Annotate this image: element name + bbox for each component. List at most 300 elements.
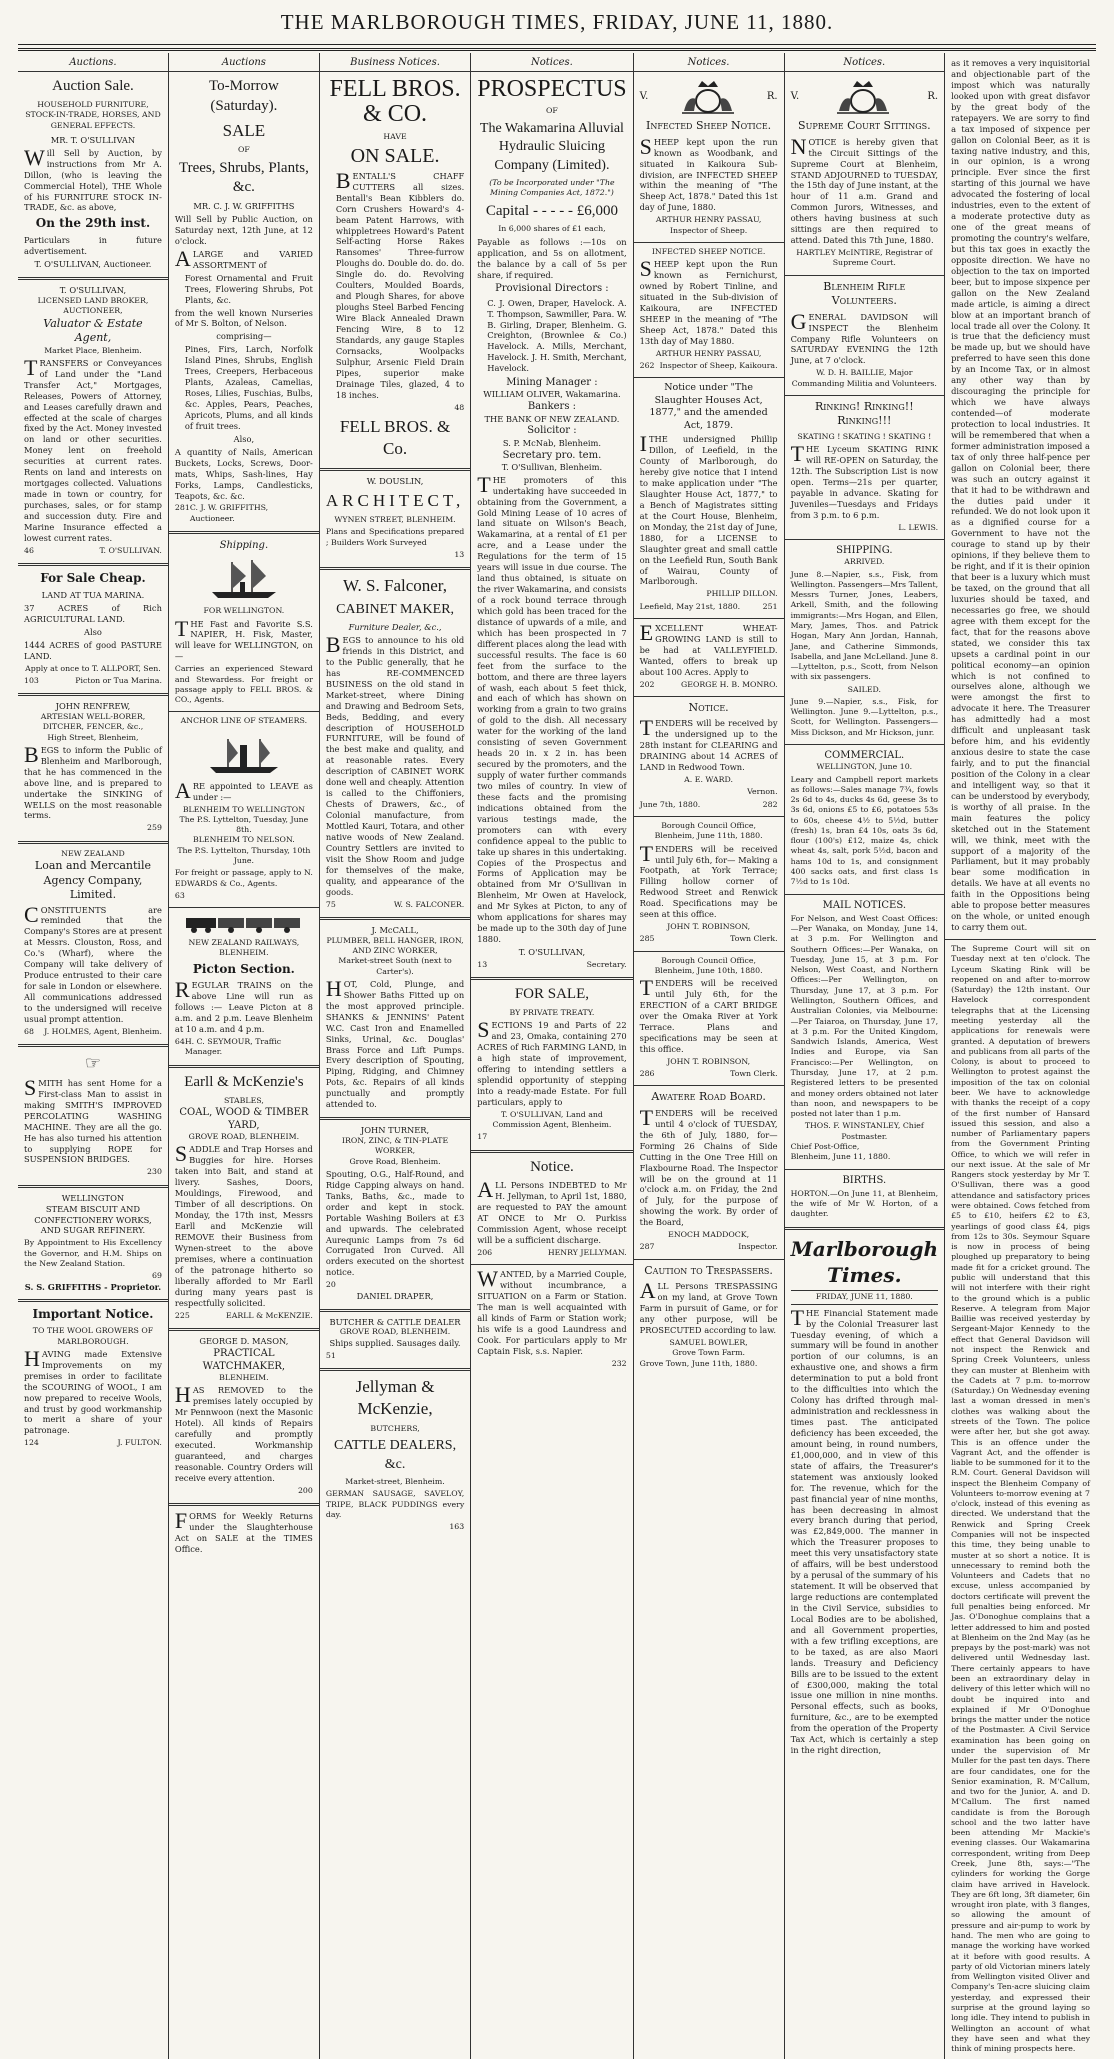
ad-body: GENERAL DAVIDSON will INSPECT the Blenheim Company Rifle Volunteers on SATURDAY EVENING the 12th June, at 7 o'clock. [790, 308, 939, 366]
divider [320, 567, 470, 570]
ad-signature: W. D. H. BAILLIE, Major Commanding Militia and Volunteers. [791, 368, 937, 388]
ad-title: The Wakamarina Alluvial Hydraulic Sluicing Company (Limited). [479, 120, 624, 173]
ad-body: Also [84, 626, 102, 637]
ad-title: W. S. Falconer, [343, 576, 448, 596]
divider [785, 395, 945, 396]
ad-subtitle: (To be Incorporated under "The Mining Companies Act, 1872.") [489, 178, 615, 198]
divider [18, 1044, 168, 1047]
ad-signature: J. FULTON. [117, 1438, 162, 1448]
ad-footer [640, 680, 778, 690]
ad-number: 20 [325, 1280, 336, 1290]
ad-title: Blenheim Rifle Volunteers. [823, 279, 906, 308]
ad-body: Will Sell by Auction, by instructions from Mr A. Dillon, (who is leaving the Commercial Hotel), THE Whole of his FURNITURE STOCK IN-TRADE, &c. as above, [24, 144, 162, 213]
section-subheader: SAILED. [847, 684, 881, 694]
ad-signature: ARTHUR HENRY PASSAU, Inspector of Sheep. [655, 215, 762, 235]
ad-title: Rinking! Rinking!! Rinking!!! [814, 399, 914, 428]
divider [634, 696, 784, 697]
ad-number: 286 [639, 1069, 655, 1079]
divider [634, 816, 784, 817]
section-header: Secretary pro. tem. [502, 449, 602, 461]
ad-title: JOHN RENFREW, [55, 701, 131, 712]
ad-subtitle: OF [546, 106, 558, 116]
section-header: Shipping. [219, 540, 269, 552]
ad-body: SADDLE and Trap Horses and Buggies for hire. Horses taken into Bait, and stand at livery. Sashes, Doors, Mouldings, Firewood, and Timber of all descriptions. On Monday, the 17th inst, Messrs Earll and McKenzie will REMOVE their Business from Wynen-street to the above premises, where a continuation of the patronage hitherto so liberally afforded to Mr Earll during many years past is respectfully solicited. [174, 1141, 313, 1308]
paper-nameplate: Marlborough Times. [790, 1236, 939, 1287]
ad-body: A quantity of Nails, American Buckets, Locks, Screws, Door-mats, Whips, Sash-lines, Hay Forks, Lamps, Candlesticks, Teapots, &c. &c. [174, 446, 313, 501]
ad-body: Spouting, O.G., Half-Round, and Ridge Capping always on hand. Tanks, Baths, &c., made to order and kept in stock. Portable Washing Boilers at £3 and upwards. The celebrated Aurequnic Lamps from 7s 6d Corrugated Iron Curved. All orders executed on the shortest notice. [325, 1168, 465, 1278]
divider [634, 1259, 784, 1260]
crest-r: R. [927, 90, 939, 102]
ad-footer [326, 900, 464, 910]
ad-signature: L. LEWIS. [898, 522, 939, 532]
ad-number: 281 [174, 503, 190, 513]
ad-subtitle: Borough Council Office, [661, 821, 756, 830]
ad-number: 48 [454, 402, 465, 412]
ad-subtitle: W. DOUSLIN, [366, 475, 424, 486]
ad-title: JOHN TURNER, [360, 1125, 430, 1136]
ad-title: Notice under "The Slaughter Houses Act, 1877," and the amended Act, 1879. [649, 382, 768, 431]
ad-signature: J. HOLMES, Agent, Blenheim. [44, 1026, 162, 1036]
ad-subtitle: PLUMBER, BELL HANGER, IRON, AND ZINC WORKER, [326, 935, 464, 956]
ad-body: By Appointment to His Excellency the Governor, and H.M. Ships on the New Zealand Station. [24, 1238, 162, 1268]
ad-title: Awatere Road Board. [651, 1090, 766, 1104]
divider [785, 744, 945, 745]
ad-subtitle: SKATING ! SKATING ! SKATING ! [797, 431, 932, 441]
ship-icon [204, 556, 284, 602]
divider [320, 917, 470, 920]
divider [169, 1503, 319, 1506]
ad-body: TRANSFERS or Conveyances of Land under the "Land Transfer Act," Mortgages, Releases, Powers of Attorney, and Leases carefully drawn and effected at the scale of charges fixed by the Act. Money invested on land or other securities. Money lent on freehold securities at current rates. Rents on land and interests on mortgages collected. Valuations made in town or country, for purchases, sales, or for stamp and succession duty. Fire and Marine Insurance effected a lowest current rates. [24, 354, 162, 543]
ad-address: GROVE ROAD, BLENHEIM. [339, 1327, 451, 1337]
masthead [18, 0, 1096, 45]
news-body: June 9.—Napier, s.s., Fisk, for Wellington. June 9.—Lyttelton, p.s., Scott, for Wellington. Passengers—Miss Dickson, and Mr Hickson, junr. [790, 696, 939, 737]
route: BLENHEIM TO NELSON. [193, 835, 295, 845]
ad-footer [640, 1069, 778, 1079]
ad-footer [640, 934, 778, 944]
ad-date: June 7th, 1880. [639, 799, 701, 809]
divider [471, 1150, 632, 1153]
ad-footer [24, 1027, 162, 1037]
divider [785, 1169, 945, 1170]
divider [634, 618, 784, 619]
ad-title: FELL BROS. & CO. [329, 76, 461, 128]
ad-address: GROVE ROAD, BLENHEIM. [188, 1132, 300, 1142]
ad-body: Particulars in future advertisement. [24, 235, 162, 257]
ad-signature: GEORGE H. B. MONRO. [681, 679, 778, 689]
ad-body: THE BANK OF NEW ZEALAND. [484, 413, 620, 424]
masthead-rule [18, 45, 1096, 51]
ad-address: Market-street South (next to Carter's). [338, 956, 452, 976]
ad-subtitle: NEW ZEALAND RAILWAYS, [188, 938, 300, 948]
column-7 [945, 53, 1096, 2059]
ad-footer [640, 1242, 778, 1252]
ad-body: HOT, Cold, Plunge, and Shower Baths Fitted up on the most approved principle. SHANKS & JENNINS' Patent W.C. Cast Iron and Enamelled Sinks, Urinal, &c. Douglas' Brass Force and Lift Pumps. Every description of Spouting, Piping, Ridging, and Chimney Pots, &c. Repairs of all kinds punctually and promptly attended to. [325, 975, 465, 1110]
ad-signature: A. E. WARD. [684, 775, 733, 785]
ad-footer [175, 1486, 313, 1496]
ad-signature: FELL BROS. & Co. [339, 416, 451, 459]
ad-footer [326, 1351, 464, 1361]
ad-subtitle: HAVE [383, 131, 407, 141]
ad-body: ALL Persons TRESPASSING on my land, at Grove Town Farm in pursuit of Game, or for any other purpose, will be PROSECUTED according to law. [639, 1278, 778, 1336]
section-header: BIRTHS. [842, 1174, 887, 1186]
section-header: Solicitor : [527, 425, 577, 437]
ad-signature: Town Clerk. [730, 1069, 778, 1079]
ad-title: STEAM BISCUIT AND CONFECTIONERY WORKS, AND SUGAR REFINERY. [34, 1203, 152, 1236]
ad-address: BLENHEIM. [219, 1373, 269, 1383]
masthead-title: THE MARLBOROUGH TIMES, FRIDAY, JUNE 11, 1880. [280, 9, 834, 34]
ad-footer [640, 800, 778, 810]
ad-body: Carries an experienced Steward and Stewardess. For freight or passage apply to FELL BROS. & CO., Agents. [174, 664, 313, 705]
ad-signature: THOS. F. WINSTANLEY, Chief Postmaster. [804, 1121, 924, 1141]
section-subheader: ARRIVED. [844, 557, 885, 567]
column-header: Notices. [634, 56, 784, 72]
crest-v: V. [639, 90, 649, 102]
divider [320, 468, 470, 471]
ad-footer [326, 1280, 464, 1290]
column-header: Notices. [471, 56, 632, 72]
ad-footer [24, 823, 162, 833]
ad-signature: T. O'SULLIVAN. [99, 545, 162, 555]
editorial-body: as it removes a very inquisitorial and objectionable part of the impost which was naturally looked upon with great disfavor by the great body of the ratepayers. We are sorry to find a tax imposed of sixpence per gallon on Colonial Beer, as it is taxing native industry, and this, in our opinion, is a wrong principle. Ever since the first starting of this journal we have advocated the fostering of local industries, even to the extent of a moderate protective duty as one of the great means of promoting the country's welfare, but this tax goes in exactly the opposite direction. We have no objection to the tax on imported beer, but to impose sixpence per gallon on the New Zealand made article, is aiming a direct blow at an important branch of local trade all over the Colony. It is true that the deficiency must be made up, but we should have preferred to have seen this done by an Income Tax, or in almost any other way than by discouraging the principle for which we have always contended—of moderate protection to local industries. It will be remembered that when a former administration imposed a tax of only three half-pence per gallon on Colonial beer, there was such an outcry against it that it had to be withdrawn and the duties paid under it refunded. We do not look upon it as a dignified course for a Government to have not the courage to stand up by their opinions, if they believe them to be right, and if it is their opinion that beer is a luxury which must be taxed, on the ground that all luxuries should be taxed, and necessaries go free, we should agree with them except for the fact, that for the reasons above stated, we consider this tax upsets a cardinal point in our political economy—an opinion which is not confined to ourselves alone, although we were amongst the first to advocate it here. The Treasurer has admittedly had a most difficult and unpleasant task before him, and his evidently anxious desire to state the case fairly, and to put the financial position of the Colony in a clear and intelligent way, so that it can be understood by everybody, is worthy of all praise. In the main features the policy sketched out in the Statement will, we think, meet with the support of a majority of the Parliament, but it may probably bear some modification in details. We have at all events no faith in the Oppositions being able to propose better measures on the whole, or united enough to carry them out. [951, 58, 1090, 933]
ad-footer [477, 960, 626, 970]
divider [471, 1264, 632, 1265]
ad-address: Grove Road, Blenheim. [349, 1156, 441, 1166]
column-header: Auctions. [18, 56, 168, 72]
ad-signature: DANIEL DRAPER, [356, 1290, 434, 1301]
ad-footer [326, 550, 464, 560]
ad-subtitle: FOR WELLINGTON. [203, 606, 285, 616]
ad-signature: T. O'SULLIVAN, Auctioneer. [34, 259, 152, 270]
ad-body: WANTED, by a Married Couple, without incumbrance, a SITUATION on a Farm or Station. The man is well acquainted with all kinds of Farm or Station work; his wife is a good Laundress and Cook. For particulars apply to Mr Captain Fisk, s.s. Napier. [477, 1266, 627, 1356]
ad-number: 259 [147, 823, 162, 833]
ad-title: CATTLE DEALERS, &c. [333, 1438, 457, 1472]
ad-subtitle: WELLINGTON [61, 1192, 125, 1203]
ad-number: 285 [639, 934, 655, 944]
column-2 [169, 53, 320, 2059]
ad-number: 225 [174, 1310, 190, 1320]
ad-title: GEORGE D. MASON, [199, 1335, 289, 1346]
ad-footer [640, 787, 778, 797]
ad-title: Important Notice. [32, 1307, 154, 1322]
ad-number: 68 [24, 1026, 34, 1036]
divider [785, 275, 945, 276]
ad-body: 1444 ACRES of good PASTURE LAND. [24, 639, 162, 661]
column-header: Notices. [785, 56, 945, 72]
ad-date: On the 29th inst. [35, 216, 151, 231]
ad-number: 202 [639, 679, 655, 689]
column-6 [785, 53, 946, 2059]
ad-title: Picton Section. [192, 961, 295, 976]
ad-title: ON SALE. [350, 144, 440, 167]
divider [785, 894, 945, 895]
ad-title: ARCHITECT, [325, 490, 465, 510]
ad-subtitle: BUTCHERS, [370, 1423, 420, 1433]
ad-subtitle: MR. C. J. W. GRIFFITHS [193, 201, 295, 212]
ad-number: 163 [449, 1522, 465, 1532]
section-header: SHIPPING. [836, 545, 893, 557]
ad-subtitle: TO THE WOOL GROWERS OF MARLBOROUGH. [32, 1326, 154, 1346]
ad-body: THE Fast and Favorite S.S. NAPIER, H. Fisk, Master, will leave for WELLINGTON, on— [174, 615, 313, 662]
ad-address: WYNEN STREET, BLENHEIM. [334, 515, 456, 525]
ad-subtitle: ARTESIAN WELL-BORER, DITCHER, FENCER, &c., [40, 712, 146, 732]
ad-subtitle: Furniture Dealer, &c., [348, 622, 442, 633]
editorial-date: FRIDAY, JUNE 11, 1880. [791, 1290, 939, 1304]
ad-signature: C. J. W. GRIFFITHS, Auctioneer. [189, 503, 269, 523]
ad-title: PROSPECTUS [477, 76, 627, 103]
ad-number: 46 [24, 545, 34, 555]
ad-body: SHEEP kept upon the Run known as Fernichurst, owned by Robert Tinline, and situated in the Sub-division of Kaikoura, are INFECTED SHEEP in the meaning of "The Sheep Act, 1878." Dated this 13th day of May 1880. [639, 256, 778, 346]
ad-footer [24, 1438, 162, 1448]
ad-signature: Picton or Tua Marina. [75, 675, 162, 685]
ad-number: 17 [477, 1132, 488, 1142]
news-body: June 8.—Napier, s.s., Fisk, from Wellington. Passengers—Mrs Tallent, Messrs Turner, Jones, Leabers, Arkell, Smith, and the following immigrants:—Mrs Hogan, and Ellen, Mary, James, Thos. and Patrick Hogan, Mary Ann Jordan, Hannah, Jane, and Catherine Simmonds, Isabella, and Jane McLelland. June 8.—Lyttelton, p.s., Scott, from Nelson with six passengers. [790, 569, 939, 682]
ad-address: High Street, Blenheim, [47, 732, 139, 742]
divider [18, 277, 168, 280]
ad-body: NOTICE is hereby given that the Circuit Sittings of the Supreme Court at Blenheim, STAND ADJOURNED to TUESDAY, the 15th day of June instant, at the hour of 11 a.m. Grand and Common Jurors, Witnesses, and others having business at such sittings are then required to attend. Dated this 7th June, 1880. [790, 133, 939, 246]
ad-date: Blenheim, June 11, 1880. [790, 1152, 891, 1162]
ad-signature: HENRY JELLYMAN. [547, 1248, 627, 1258]
hand-icon: ☞ [84, 1053, 102, 1075]
ad-title: Supreme Court Sittings. [798, 119, 931, 133]
editorial-body: THE Financial Statement made by the Colonial Treasurer last Tuesday evening, of which a summary will be found in another portion of our columns, is an exhaustive one, and shows a firm determination to put a bold front to the difficulties into which the Colony has drifted through mal-administration and recklessness in times past. The anticipated deficiency has been exceeded, the amount being, in round numbers, £1,000,000, and in view of this state of affairs, the Treasurer's statement was anxiously looked for. The revenue, which for the past financial year of nine months, has been decreasing in almost every branch during that period, was £2,849,000. The manner in which the Treasurer proposes to meet this very unsatisfactory state of affairs, will be best understood by a perusal of the summary of his statement. It will be observed that large reductions are contemplated in the Civil Service, subsidies to Local Bodies are to be abolished, and all Government properties, with a few trifling exceptions, are to be taxed, as are also Maori lands. Treasury and Deficiency Bills are to be issued to the extent of £300,000, making the total issue one million in nine months. Personal effects, such as books, furniture, &c., are to be exempted from the operation of the Property Tax Act, which is certainly a step in the right direction, [790, 1304, 939, 1756]
ad-body: BENTALL'S CHAFF CUTTERS all sizes. Bentall's Bean Kibblers do. Corn Crushers Howard's 4-beam Patent Harrows, with whippletrees Howard's Patent Self-acting Horse Rakes Ransomes' Three-furrow Ploughs do. Double do. do. do. Single do. do. Revolving Coulters, Moulded Boards, and Plough Shares, for above ploughs Steel Barbed Fencing Wire Black Annealed Drawn Fencing Wire, 8 to 12 Standards, any gauge Staples Cornsacks, Woolpacks Sulphur, Arsenic Field Drain Pipes, superior make Drainage Tiles, glazed, 4 to 18 inches. [335, 167, 465, 400]
ad-number: 64 [174, 1037, 185, 1047]
ad-number: 69 [152, 1271, 162, 1281]
ad-signature: HARTLEY McINTIRE, Registrar of Supreme Court. [796, 248, 933, 268]
columns [18, 53, 1096, 2054]
news-items: The Supreme Court will sit on Tuesday next at ten o'clock. The Lyceum Skating Rink will be reopened on and after to-morrow (Saturday) the 12th instant. Our Havelock correspondent telegraphs that at the Licensing meeting yesterday all the applications for renewals were granted. A deputation of brewers and publicans from all parts of the Colony, is about to proceed to Wellington to protest against the imposition of the tax on colonial beer. We have to acknowledge with thanks the receipt of a copy of the first number of Hansard issued this session, and also a number of Parliamentary papers from the Government Printing Office, to which we will refer in our next issue. At the sale of Mr Rangers stock yesterday by Mr T. O'Sullivan, there was a good attendance and satisfactory prices were obtained. Cows fetched from £5 to £10, heifers £2 to £3, yearlings of good class £4, pigs from 12s to 30s. Seymour Square is now in process of being ploughed up preparatory to being made fit for a cricket ground. The public will understand that this will not interfere with their right to the ground which is a public Reserve. A telegram from Major Baillie was received yesterday by Sergeant-Major Kennedy to the effect that General Davidson will not inspect the Renwick and Spring Creek Volunteers, unless they can muster at Blenheim with the Cadets at 7 p.m. to-morrow (Saturday.) On Wednesday evening last a woman dressed in men's clothes was walking about the streets of the Town. The police were after her, but she got away. This is an offence under the Vagrant Act, and the offender is liable to be summoned for it to the R.M. Court. General Davidson will inspect the Blenheim Company of Volunteers to-morrow evening at 7 o'clock, instead of this evening as directed. We understand that the Renwick and Spring Creek Companies will not be inspected this time, they being unable to muster at so short a notice. It is unnecessary to remind both the Volunteers and Cadets that no excuse, unless accompanied by doctors certificate will prevent the full penalties being enforced. Mr Jas. O'Donoghue complains that a letter addressed to him and posted at Blenheim on the 2nd May (as he prepays by the post-mark) was not delivered until Wednesday last. There certainly appears to have been an extraordinary delay in delivery of this letter which will no doubt be inquired into and explained if Mr O'Donoghue brings the matter under the notice of the Postmaster. A Civil Service examination has been going on under the supervision of Mr Muller for the past ten days. There are four candidates, one for the Senior examination, R. M'Callum, and two for the Junior, A. and D. M'Callum. The first named candidate is from the Borough school and the two latter have been attending Mr Mackie's evening classes. Our Wakamarina correspondent, writing from Deep Creek, June 8th, says:—"The cylinders for working the Gorge claim have arrived in Havelock. They are 6ft long, 3ft diameter, 6in wrought iron plate, with 3 flanges, so allowing the amount of pressure and air-pump to work by hand. The men who are going to manage the working have worked at it before with good results. A party of old Victorian miners lately from Wellington visited Oliver and Company's Ten-acre sluicing claim yesterday, and expressed their surprise at the ground laying so long idle. They intend to publish in Wellington an account of what they have seen and what they think of mining prospects here. [951, 944, 1090, 2054]
ad-subtitle: NEW ZEALAND [61, 848, 125, 858]
ad-date: Blenheim, June 11th, 1880. [654, 831, 763, 841]
ad-body: THE promoters of this undertaking have succeeded in obtaining from the Government, a Gold Mining Lease of 10 acres of land situate on Wilson's Beach, Wakamarina, at a rental of £1 per acre, and a Lease under the Regulations for the term of 15 years will issue in due course. The land thus obtained, is situate on the river Wakamarina, and consists of a rock bound terrace through which gold has been traced for the distance of upwards of a mile, and which has been prospected in 7 different places along the lead with successful results. The face is 60 feet from the surface to the bottom, and there are three layers of wash, each about 5 feet thick, and each of which has shown on working from a grain to two grains of gold to the dish. All necessary water for the working of the land consisting of seven Government heads 20 in. x 2 in. has been secured by the promoters, and the supply of water further commands two miles of country. In view of these facts and the promising indications obtained from the various testings made, the promoters can with every confidence appeal to the public to take up shares in this undertaking. Copies of the Prospectus and Forms of Application may be obtained from Mr O'Sullivan in Blenheim, Mr Owen at Havelock, and Mr Sykes at Picton, to any of whom applications for shares may be made up to the 30th day of June 1880. [477, 471, 627, 945]
ad-number: 282 [762, 799, 778, 809]
divider [169, 531, 319, 534]
ad-body: REGULAR TRAINS on the above Line will run as follows :— Leave Picton at 8 a.m. and 2 p.m. Leave Blenheim at 10 a.m. and 4 p.m. [174, 977, 313, 1035]
ad-signature: Inspector of Sheep, Kaikoura. [659, 360, 778, 370]
royal-crest [640, 77, 778, 115]
ad-footer [24, 676, 162, 686]
ad-number: 262 [639, 360, 655, 370]
ad-body: Forest Ornamental and Fruit Trees, Flowering Shrubs, Pot Plants, &c. [184, 272, 313, 305]
ad-number: 232 [611, 1358, 627, 1368]
divider [320, 1309, 470, 1312]
ad-body: TENDERS will be received by the undersigned up to the 28th instant for CLEARING and DRAINING about 14 ACRES of LAND in Redwood Town. [639, 715, 778, 773]
ad-subtitle: IRON, ZINC, & TIN-PLATE WORKER, [341, 1136, 449, 1156]
ad-title: Jellyman & McKenzie, [355, 1376, 435, 1419]
ad-footer [175, 1311, 313, 1321]
column-1 [18, 53, 169, 2059]
ad-title: For Sale Cheap. [40, 571, 146, 586]
ad-subtitle: ANCHOR LINE OF STEAMERS. [180, 716, 308, 726]
ad-title: To-Morrow (Saturday). [209, 78, 279, 114]
ad-subtitle: LICENSED LAND BROKER, AUCTIONEER, [37, 295, 149, 316]
royal-crest [791, 77, 939, 115]
ad-title: Auction Sale. [52, 78, 134, 95]
ad-title: Notice. [530, 1158, 574, 1175]
ad-signature: Secretary. [586, 959, 627, 969]
ad-signature: T. O'SULLIVAN, Land and Commission Agent, Blenheim. [492, 1109, 612, 1130]
ad-footer [791, 523, 939, 533]
ad-body: 37 ACRES of Rich AGRICULTURAL LAND. [24, 602, 162, 624]
ad-footer [175, 891, 313, 901]
ad-number: 63 [174, 890, 185, 900]
divider [945, 939, 1096, 940]
ad-address: Market Place, Blenheim. [44, 345, 142, 355]
ad-body: TENDERS will be received until July 6th, for the ERECTION of a CART BRIDGE over the Omaka River at York Terrace. Plans and specifications may be seen at this office. [639, 975, 778, 1054]
ad-body: ITHE undersigned Phillip Dillon, of Leefield, in the County of Marlborough, do hereby give notice that I intend to make application under "The Slaughter House Act, 1877," to a Bench of Magistrates sitting at the Court House, Blenheim, on Monday, the 21st day of June, 1880, for a LICENSE to Slaughter great and small cattle on the Leefield Run, South Bank of Wairau, County of Marlborough. [639, 431, 778, 587]
ad-body: SHEEP kept upon the run known as Woodbank, and situated in Kaikoura Sub-division, are INFECTED SHEEP within the meaning of "The Sheep Act, 1878." Dated this 1st day of June, 1880. [639, 133, 778, 213]
divider [320, 1117, 470, 1120]
section-header: Mining Manager : [506, 377, 598, 389]
ad-body: ALARGE and VARIED ASSORTMENT of [174, 245, 313, 271]
route-detail: The P.S. Lyttelton, Tuesday, June 8th. [179, 814, 309, 835]
ad-subtitle: COAL, WOOD & TIMBER YARD, [179, 1106, 309, 1131]
divider [18, 1185, 168, 1188]
section-header: COMMERCIAL. [824, 750, 905, 762]
ad-signature: ENOCH MADDOCK, [668, 1230, 750, 1240]
ad-number: 13 [477, 959, 488, 969]
section-header: Bankers : [527, 401, 577, 413]
news-body: For Nelson, and West Coast Offices:—Per Wanaka, on Monday, June 14, at 3 p.m. For Wellington and Southern Offices:—Per Wanaka, on Tuesday, June 15, at 3 p.m. For Nelson, West Coast, and Northern Offices:—Per Wellington, on Thursday, June 17, at 3 p.m. For Wellington, Southern Offices, and Australian Colonies, via Melbourne:—Per Taiaroa, on Thursday, June 17, at 3 p.m. For the United Kingdom, Sandwich Islands, America, West Indies and Europe, via San Francisco:—Per Wellington, on Thursday, June 17, at 2 p.m. Registered letters to be presented and money orders obtained not later than noon, and newspapers to be posted not later than 1 p.m. [790, 913, 939, 1119]
ad-body: GERMAN SAUSAGE, SAVELOY, TRIPE, BLACK PUDDINGS every day. [325, 1489, 465, 1519]
crest-r: R. [766, 90, 778, 102]
divider [785, 1227, 945, 1230]
ad-subtitle: BLENHEIM. [219, 948, 269, 958]
ad-body: TENDERS will be received until 4 o'clock of TUESDAY, the 6th of July, 1880, for— Forming 26 Chains of Side Cutting in the One Tree Hill on Flaxbourne Road. The Inspector will be on the ground at 11 o'clock a.m. on Friday, the 2nd of July, for the purpose of showing the work. By order of the Board, [639, 1104, 778, 1228]
ad-signature: PHILLIP DILLON. [706, 589, 778, 599]
crest-v: V. [790, 90, 800, 102]
ad-place: Vernon. [747, 787, 778, 797]
column-header: Business Notices. [320, 56, 470, 72]
divider [169, 907, 319, 908]
ad-footer [326, 403, 464, 413]
divider [169, 1328, 319, 1331]
ad-number: 251 [762, 601, 778, 611]
ad-body: Also, [233, 433, 255, 444]
ad-date: Leefield, May 21st, 1880. [639, 601, 741, 611]
ad-footer [640, 361, 778, 371]
crown-icon [678, 77, 738, 115]
crown-icon [833, 77, 893, 115]
ad-footer [24, 1167, 162, 1177]
ad-subtitle: BY PRIVATE TREATY. [509, 1008, 595, 1018]
ad-title: Notice. [688, 700, 729, 714]
ad-title: J. McCALL, [371, 924, 419, 935]
ad-footer [175, 1037, 313, 1058]
ad-footer [175, 503, 313, 524]
ad-title: INFECTED SHEEP NOTICE. [651, 246, 766, 256]
ad-footer [477, 1132, 626, 1142]
ad-number: 103 [24, 675, 39, 685]
ad-number: 124 [24, 1438, 39, 1448]
section-header: MAIL NOTICES. [822, 899, 907, 911]
news-dateline: WELLINGTON, June 10. [816, 762, 913, 772]
ad-title: Trees, Shrubs, Plants, &c. [178, 159, 309, 196]
ad-body: ARE appointed to LEAVE as under :— [174, 777, 313, 803]
ad-body: Pines, Firs, Larch, Norfolk Island Pines, Shrubs, English Trees, Creepers, Herbaceous Plants, Azaleas, Camelias, Roses, Lilies, Fuschias, Bulbs, &c. Apples, Pears, Peaches, Apricots, Plums, and all kinds of fruit trees. [184, 344, 313, 431]
ad-subtitle: STABLES, [223, 1095, 264, 1105]
ad-signature: Town Clerk. [730, 934, 778, 944]
ad-title: BUTCHER & CATTLE DEALER [329, 1316, 461, 1327]
ad-subtitle: Valuator & Estate Agent, [43, 316, 143, 345]
ad-subtitle: LAND AT TUA MARINA. [41, 589, 145, 600]
ad-signature: T. O'SULLIVAN, [518, 947, 586, 958]
ad-signature: Grove Town Farm. [672, 1348, 745, 1358]
divider [634, 951, 784, 952]
ad-footer [640, 589, 778, 599]
ad-footer [326, 1522, 464, 1532]
ad-body: comprising— [216, 331, 272, 342]
ad-body: SECTIONS 19 and Parts of 22 and 23, Omaka, containing 270 ACRES of Rich FARMING LAND, in a high state of improvement, offering to intending settlers a splendid opportunity of stepping into a ready-made Estate. For full particulars, apply to [477, 1017, 627, 1107]
ad-body: S. P. McNab, Blenheim. [502, 437, 602, 448]
ad-footer [477, 1359, 626, 1369]
ad-body: WILLIAM OLIVER, Wakamarina. [483, 389, 621, 400]
divider [18, 841, 168, 844]
ad-body: In 6,000 shares of £1 each, [498, 224, 606, 234]
divider [169, 711, 319, 712]
divider [18, 563, 168, 566]
ad-number: 13 [454, 549, 465, 559]
ad-body: Ships supplied. Sausages daily. [329, 1337, 461, 1348]
ad-signature: H. C. SEYMOUR, Traffic Manager. [184, 1037, 282, 1057]
ad-number: 75 [325, 899, 336, 909]
news-body: Leary and Campbell report markets as follows:—Sales manage 7¾, fowls 2s 6d to 4s, ducks 4s 6d, geese 3s to 3s 6d, onions £5 to £6, potatoes 53s to 60s, cheese 4½ to 5½d, butter (fresh) 1s, bran £4 10s, oats 3s 6d, flour (100's) £12, maize 4s, chick wheat 4s, salt, pork 5½d, bacon and hams 10d to 1s, and consignment 400 sacks oats, and first class 1s 7½d to 1s 10d. [790, 774, 939, 887]
ad-signature: EARLL & McKENZIE. [226, 1310, 313, 1320]
ad-title: T. O'SULLIVAN, [59, 285, 127, 296]
ad-title: FOR SALE, [514, 986, 590, 1003]
ad-signature: ARTHUR HENRY PASSAU, [655, 348, 762, 358]
ad-footer [24, 546, 162, 556]
ad-subtitle: Borough Council Office, [661, 955, 756, 965]
news-body: HORTON.—On June 11, at Blenheim, the wife of Mr W. Horton, of a daughter. [790, 1188, 939, 1219]
divider [634, 242, 784, 243]
ad-body: THE Lyceum SKATING RINK will RE-OPEN on Saturday, the 12th. The Subscription List is now open. Terms—21s per quarter, payable in advance. Skating for Juveniles—Tuesdays and Fridays from 3 p.m. to 6 p.m. [790, 441, 939, 520]
ad-signature: JOHN T. ROBINSON, [667, 922, 751, 932]
ad-body: For freight or passage, apply to N. EDWARDS & Co., Agents. [174, 868, 313, 888]
ad-body: CONSTITUENTS are reminded that the Company's Stores are at present at Messrs. Clouston, Ross, and Co.'s (Wharf), where the Company will take delivery of Produce entrusted to their care for sale in London or elsewhere. All communications addressed to the undersigned will receive usual prompt attention. [24, 901, 162, 1024]
ad-title: Earll & McKenzie's [184, 1073, 304, 1090]
ad-date: Blenheim, June 10th, 1880. [654, 965, 763, 975]
ad-body: Plans and Specifications prepared ; Builders Work Surveyed [325, 527, 465, 547]
route: BLENHEIM TO WELLINGTON [182, 804, 305, 814]
ad-body: HAVING made Extensive Improvements on my premises in order to facilitate the SCOURING of WOOL, I am now prepared to receive Wools, and trust by good workmanship to merit a share of your patronage. [24, 1345, 162, 1436]
ad-footer [477, 1248, 626, 1258]
divider [320, 1368, 470, 1371]
ad-subtitle: MR. T. O'SULLIVAN [50, 134, 136, 145]
ad-title: SALE [222, 120, 266, 140]
ad-body: EXCELLENT WHEAT-GROWING LAND is still to be had at VALLEYFIELD. Wanted, offers to break up about 100 Acres. Apply to [639, 619, 778, 677]
ad-signature: SAMUEL BOWLER, [669, 1337, 748, 1347]
ad-body: FORMS for Weekly Returns under the Slaughterhouse Act on SALE at the TIMES Office. [174, 1508, 313, 1554]
ad-body: BEGS to announce to his old friends in this District, and to the Public generally, that he has RE-COMMENCED BUSINESS on the old stand in Market-street, where Dining and Drawing and Bedroom Sets, Beds, Bedding, and every description of HOUSEHOLD FURNITURE, will be found of the best make and quality, and at reasonable rates. Every description of CABINET WORK done well and cheaply. Attention is called to the Chiffoniers, Chests of Drawers, &c., of Colonial manufacture, from Mottled Kauri, Totara, and other native woods of New Zealand. Country Settlers are invited to visit the Show Room and judge for themselves of the make, quality, and appearance of the goods. [325, 632, 465, 897]
ad-body: Apply at once to T. ALLPORT, Sen. [25, 663, 161, 673]
section-header: Provisional Directors : [495, 283, 609, 295]
divider [169, 1065, 319, 1068]
ad-body: Will Sell by Public Auction, on Saturday next, 12th June, at 12 o'clock. [174, 214, 313, 246]
ad-title: Loan and Mercantile Agency Company, Limited. [34, 858, 151, 902]
ad-number: 200 [297, 1485, 313, 1495]
ad-signature: Inspector. [738, 1242, 778, 1252]
ad-title: CABINET MAKER, [336, 601, 455, 617]
ad-subtitle: HOUSEHOLD FURNITURE, STOCK-IN-TRADE, HORSES, AND GENERAL EFFECTS. [25, 99, 161, 130]
ad-title: Caution to Trespassers. [644, 1263, 773, 1277]
divider [18, 693, 168, 696]
ad-body: T. O'Sullivan, Blenheim. [501, 461, 603, 472]
ad-body: Payable as follows :—10s on application, and 5s on allotment, the balance by a call of 5s per share, if required. [477, 236, 627, 280]
ad-date: Grove Town, June 11th, 1880. [639, 1358, 758, 1368]
ad-signature: JOHN T. ROBINSON, [667, 1056, 751, 1066]
route-detail: The P.S. Lyttelton, Thursday, 10th June. [177, 845, 311, 865]
